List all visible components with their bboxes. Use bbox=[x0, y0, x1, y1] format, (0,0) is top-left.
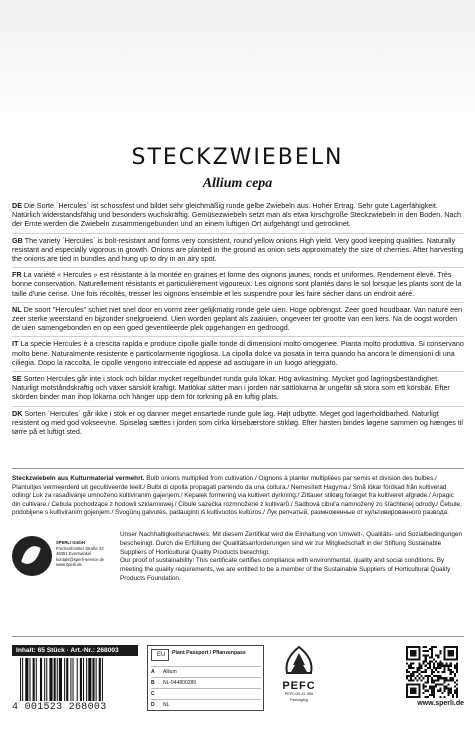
passport-row: C bbox=[151, 688, 261, 699]
divider bbox=[12, 636, 464, 637]
passport-rows bbox=[151, 666, 261, 710]
passport-title: Plant Passport / Pflanzenpass bbox=[172, 650, 246, 656]
description-text: La specie Hercules è a crescita rapida e produce cipolle gialle tonde di dimensioni molto omogenee. Pianta molto produttiva. Si conservano molto bene. Naturalmente resistente e particolarmente rigogliosa. La cipolla dolce va posata in terra quando ha ancora le dimensioni di una ciliegia. Dopo la raccolta, le cipolle vengono intrecciate ed appese ad asciugare in un luogo arieggiato. bbox=[12, 339, 464, 367]
lang-code: NL bbox=[12, 304, 22, 314]
description-text: Sorten ´Hercules´ går ikke i stok er og danner meget ensartede runde gule løg. Højt udbytte. Meget god lagerholdbarhed. Naturligt resistent og med god vokseevne. Spiseløg sættes i jorden som cirka kirsebærstore stikløg. Efter høsten bindes løgene sammen og hænges til tørre på et luftigt sted. bbox=[12, 408, 464, 437]
eu-flag-icon bbox=[151, 649, 169, 661]
barcode-digits: 4 001523 268003 bbox=[12, 702, 107, 713]
lang-code: DK bbox=[12, 408, 23, 418]
sustainability-de: Unser Nachhaltigkeitsnachweis: Mit diesem Zertifikat wird die Einhaltung von Umwelt-, Qualitäts- und Sozialbedingungen bescheinigt. Durch die Erfüllung der Qualitätsanforderungen sind wir zur Mitgliedschaft in der Stiftung Sustainable Suppliers of Horticultural Quality Products berechtigt. bbox=[120, 531, 463, 556]
leaf-logo-icon bbox=[12, 536, 52, 576]
company-email: kontakt@sperli-service.de bbox=[56, 556, 105, 562]
company-street: Freckenhorster Straße 32 bbox=[56, 545, 104, 551]
lang-code: SE bbox=[12, 374, 22, 384]
lang-code: FR bbox=[12, 270, 22, 280]
plant-passport bbox=[147, 645, 264, 711]
botanical-name: Allium cepa bbox=[202, 176, 273, 191]
eu-flag-label: EU bbox=[157, 652, 166, 658]
divider bbox=[12, 468, 464, 469]
origin-text: Bulb onions multiplied from cultivation./ Oignons à planter multipliées par semis et division des bulbes./ Plantuitjes vermeerderd uit gecultiveerde teelt./ Bulbi di cipolla propagati partendo da una coltura./ Nemesített Hagyma./ Små lökar förökad från kultiverad odling/ Luk za rasađivanje umnoženo kultiviranim gajenjem./ Kepalek formering via kultivert dyrkning./ Zittauer stikløg foræget fra kultiveret afgrøde./ Arpagic din cultivare./ Cebula pochodzące z hodowli szklarniowej./ Cibule sazečka rozmnožené z kultivarů./ Sadbová cibul'a namnožený zo šľachtenej odrody./ Čebule, pridobljene s kultiviranim gojenjem./ Svogūnų galvutės, padauginti iš kultivuotos kultūros./ Лук репчатый, размноженные от культивированного развода. bbox=[12, 475, 462, 517]
description-text: Die Sorte ´Hercules´ ist schossfest und bildet sehr gleichmäßig runde gelbe Zwiebeln aus. Hoher Ertrag. Sehr gute Lagerfähigkeit. Natürlich widerstandsfähig und besonders wuchskräftig. Gemüsezwiebeln setzt man als etwa kirschgroße Steckzwiebeln in den Boden. Nach der Ernte werden die Zwiebeln zusammengebunden und an einem luftigen Ort aufgehängt und getrocknet. bbox=[12, 201, 462, 229]
company-block bbox=[12, 536, 112, 591]
top-background bbox=[0, 0, 475, 135]
qr-code-icon[interactable] bbox=[406, 646, 458, 698]
ean-barcode-icon bbox=[12, 658, 138, 714]
content-line: Inhalt: 65 Stück · Art.-Nr.: 268003 bbox=[12, 645, 138, 656]
website-link[interactable]: www.sperli.de bbox=[417, 700, 464, 707]
lang-code: DE bbox=[12, 201, 22, 210]
company-address bbox=[56, 540, 116, 568]
description-nl bbox=[12, 303, 464, 338]
sustainability-note bbox=[120, 531, 465, 584]
product-title: STECKZWIEBELN bbox=[131, 145, 344, 170]
description-text: The variety ´Hercules´ is bolt-resistant and forms very consistent, round yellow onions High yield. Very good keeping qualities. Naturally resistant and especially vigorous in growth. Onions are planted in the ground as onion sets approximately the size of cherries. After harvesting the onions are tied in bundles and hung up to dry in an airy spot. bbox=[12, 235, 464, 264]
pefc-id: PEFC/30-31-596 bbox=[284, 692, 314, 696]
description-blocks bbox=[12, 199, 464, 440]
pefc-packaging: Packaging bbox=[290, 698, 308, 702]
origin-lead: Steckzwiebeln aus Kulturmaterial vermehrt. bbox=[12, 475, 145, 482]
description-de bbox=[12, 199, 464, 234]
passport-row: B NL-944800289 bbox=[151, 677, 261, 688]
description-gb bbox=[12, 234, 464, 269]
company-name: SPERLI GmbH bbox=[56, 540, 85, 545]
lang-code: GB bbox=[12, 235, 23, 245]
lang-code: IT bbox=[12, 339, 19, 349]
description-se bbox=[12, 372, 464, 407]
pefc-name: PEFC bbox=[282, 680, 316, 692]
description-text: De soort "Hercules" schiet niet snel door en vormt zeer gelijkmatig ronde gele uien. Hoge opbrengst. Zeer goed houdbaar. Van nature een zeer sterke weerstand en bijzonder snelgroeiend. Uien worden geplant als zaaiuien, ongeveer ter grootte van een kers. Na de oogst worden de uien samengebonden en op een goed geventileerde plek opgehangen en gedroogd. bbox=[12, 304, 463, 333]
origin-note bbox=[12, 475, 464, 518]
pefc-trees-icon bbox=[279, 645, 319, 675]
company-city: 48351 Everswinkel bbox=[56, 551, 92, 557]
description-dk bbox=[12, 407, 464, 441]
pefc-label bbox=[270, 645, 328, 713]
description-text: La variété « Hercules » est résistante à la montée en graines et forme des oignons jaunes, ronds et uniformes. Rendement élevé. Très bonne conservation. Naturellement résistants et particulièrement vigoureux. Les oignons sont plantés dans le sol lorsque les plants sont de la taille d'une cerise. Une fois récoltés, tresser les oignons ensemble et les suspendre pour les faire sécher dans un endroit aéré. bbox=[12, 270, 462, 298]
description-it bbox=[12, 337, 464, 372]
passport-row: D NL bbox=[151, 699, 261, 710]
company-web: www.sperli.de bbox=[56, 562, 82, 568]
description-fr bbox=[12, 268, 464, 303]
description-text: Sorten Hercules går inte i stock och bildar mycket regelbundet runda gula lökar. Hög avkastning. Mycket god lagringsbeständighet. Naturligt motståndskraftig och växer särskilt kraftigt. Matlökar sätter man i jorden när sättlökarna är ungefär så stora som ett körsbär. Efter skörden binder man ihop lökarna och hänger upp dem för torkning på en luftig plats. bbox=[12, 374, 450, 402]
sustainability-en: Our proof of sustainability: This certificate certifies compliance with environmental, quality and social conditions. By meeting the quality requirements, we are entitled to be a member of the Sustainable Suppliers of Horticultural Quality Products Foundation. bbox=[120, 557, 451, 582]
passport-row: A Allium bbox=[151, 666, 261, 677]
